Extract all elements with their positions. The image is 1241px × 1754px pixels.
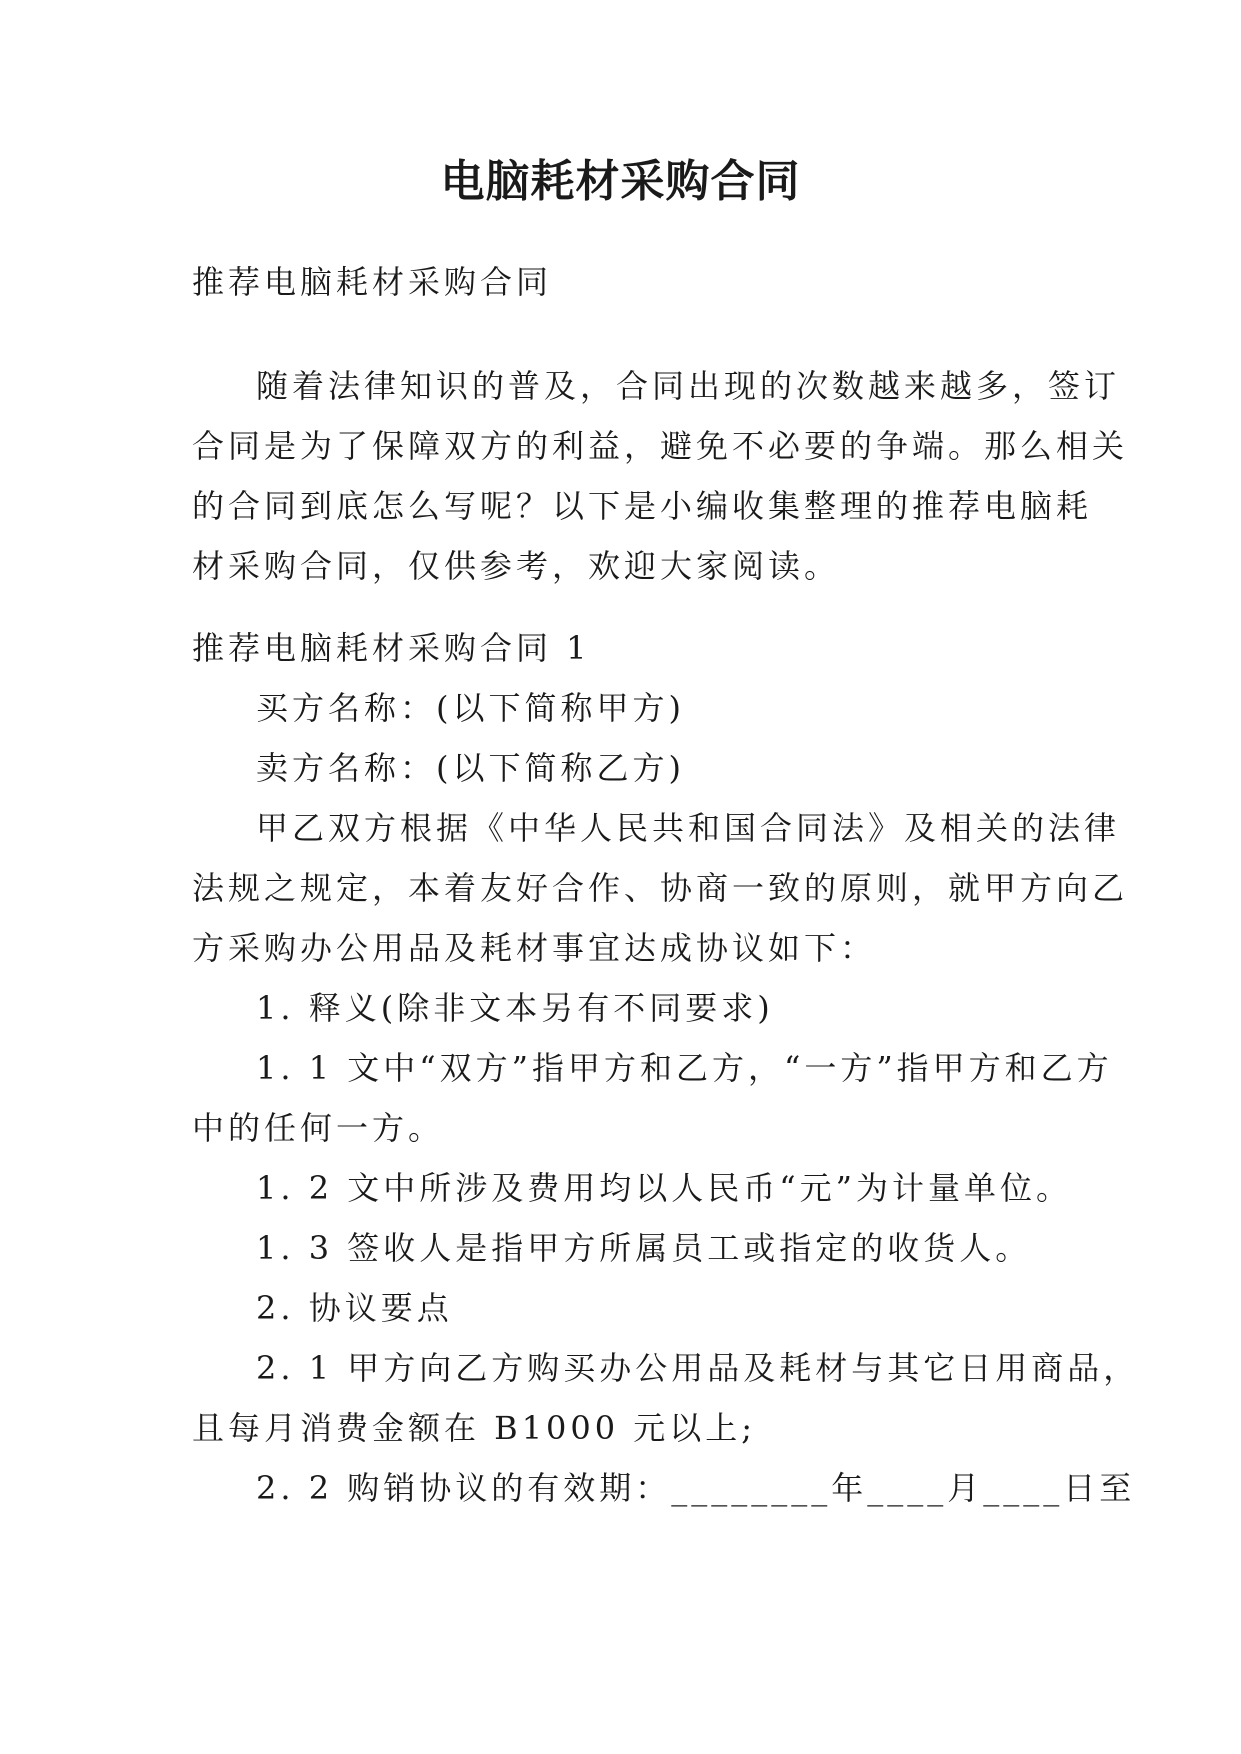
preamble-line: 甲乙双方根据《中华人民共和国合同法》及相关的法律 xyxy=(256,809,1121,847)
section-heading: 推荐电脑耗材采购合同 1 xyxy=(192,629,591,667)
preamble-line: 法规之规定，本着友好合作、协商一致的原则，就甲方向乙 xyxy=(192,869,1129,907)
buyer-line: 买方名称：(以下简称甲方) xyxy=(256,689,685,727)
intro-line: 合同是为了保障双方的利益，避免不必要的争端。那么相关 xyxy=(192,427,1129,465)
seller-line: 卖方名称：(以下简称乙方) xyxy=(256,749,685,787)
clause-2-2: 2. 2 购销协议的有效期：________年____月____日至 xyxy=(256,1469,1136,1507)
clause-1: 1. 释义(除非文本另有不同要求) xyxy=(256,989,774,1027)
preamble-line: 方采购办公用品及耗材事宜达成协议如下： xyxy=(192,929,877,967)
clause-2-1-line: 且每月消费金额在 B1000 元以上; xyxy=(192,1409,757,1447)
document-subtitle xyxy=(192,252,1052,312)
intro-line: 随着法律知识的普及，合同出现的次数越来越多，签订 xyxy=(256,367,1121,405)
clause-1-1-line: 1. 1 文中“双方”指甲方和乙方，“一方”指甲方和乙方 xyxy=(256,1049,1113,1087)
document-title: 电脑耗材采购合同 xyxy=(440,156,801,207)
intro-paragraph xyxy=(192,356,1129,596)
clause-1-1-line: 中的任何一方。 xyxy=(192,1109,445,1147)
clause-2-1-line: 2. 1 甲方向乙方购买办公用品及耗材与其它日用商品， xyxy=(256,1349,1140,1387)
contract-body xyxy=(192,618,1140,1518)
clause-1-3: 1. 3 签收人是指甲方所属员工或指定的收货人。 xyxy=(256,1229,1032,1267)
clause-2: 2. 协议要点 xyxy=(256,1289,453,1327)
subtitle-line: 推荐电脑耗材采购合同 xyxy=(192,263,553,301)
intro-line: 材采购合同，仅供参考，欢迎大家阅读。 xyxy=(192,547,841,585)
intro-line: 的合同到底怎么写呢？以下是小编收集整理的推荐电脑耗 xyxy=(192,487,1093,525)
clause-1-2: 1. 2 文中所涉及费用均以人民币“元”为计量单位。 xyxy=(256,1169,1072,1207)
